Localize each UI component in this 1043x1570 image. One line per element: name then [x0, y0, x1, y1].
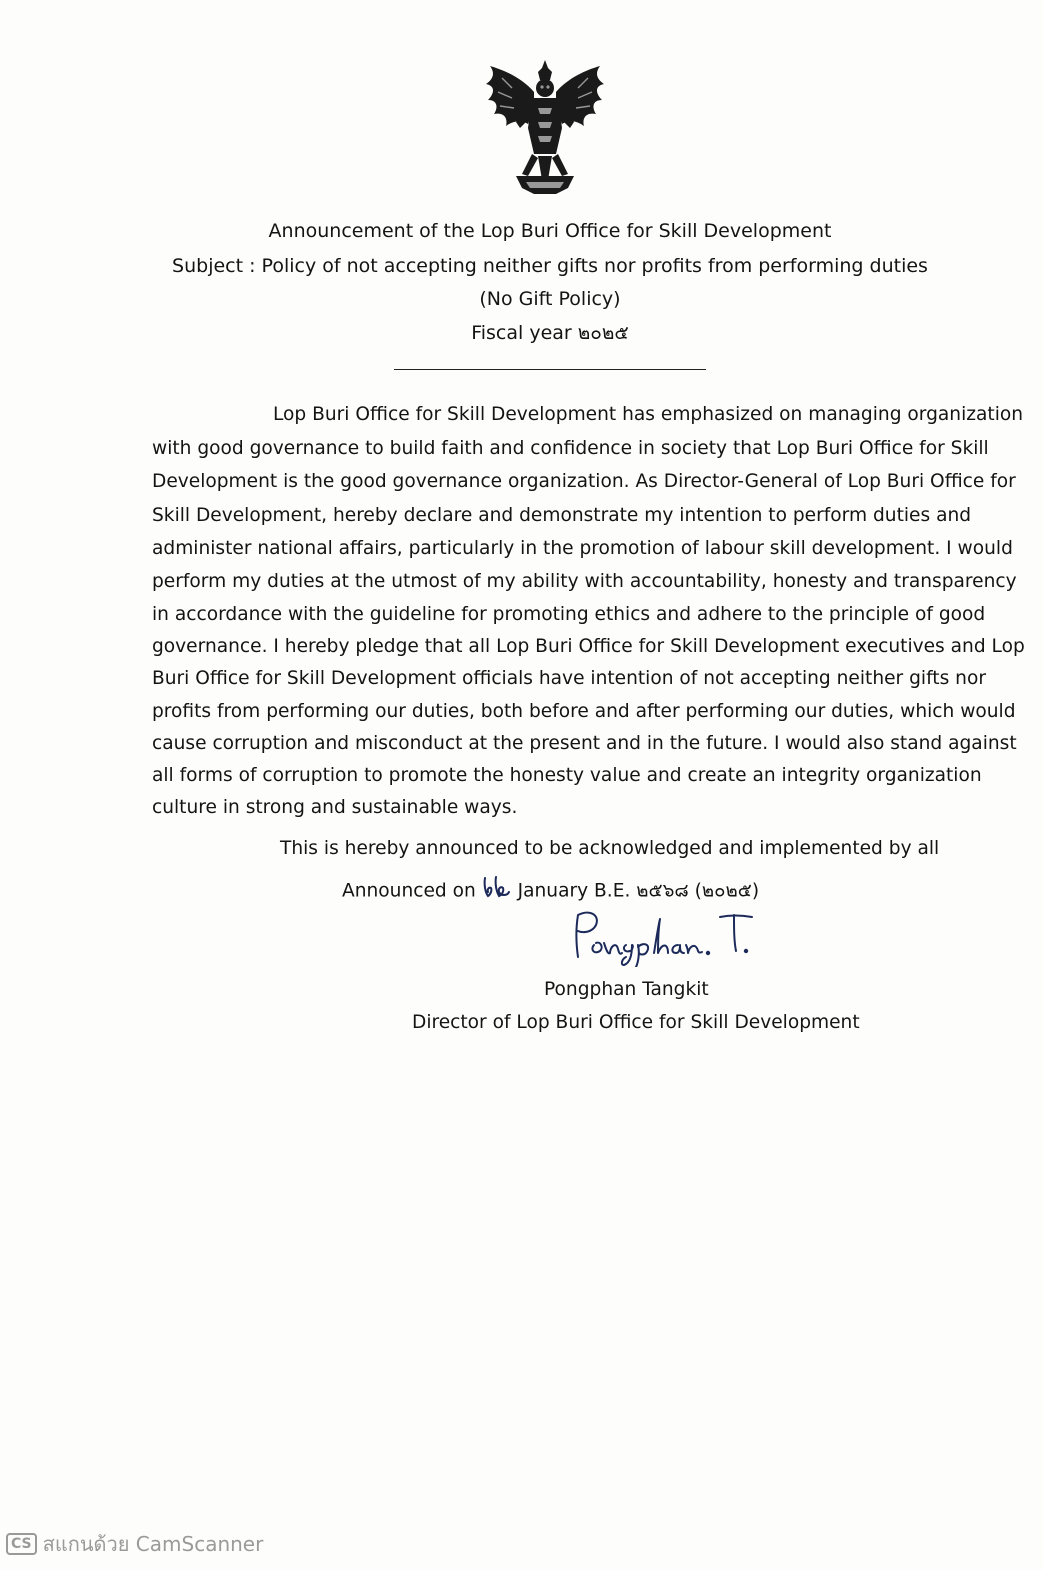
announcement-title: Announcement of the Lop Buri Office for Skill Development	[268, 220, 832, 242]
camscanner-logo-icon: CS	[6, 1533, 37, 1555]
signer-title: Director of Lop Buri Office for Skill Development	[412, 1012, 860, 1033]
camscanner-watermark	[6, 1530, 263, 1558]
header-divider	[394, 369, 706, 370]
handwritten-day-mark	[482, 874, 512, 900]
body-line: administer national affairs, particularly in the promotion of labour skill development. I would	[152, 538, 1013, 559]
body-line: with good governance to build faith and confidence in society that Lop Buri Office for Skill	[152, 438, 989, 459]
body-line: cause corruption and misconduct at the present and in the future. I would also stand against	[152, 733, 1017, 754]
body-line: profits from performing our duties, both before and after performing our duties, which would	[152, 701, 1016, 722]
announced-date: January B.E. ๒๕๖๘ (๒๐๒๕)	[517, 880, 760, 902]
body-line: all forms of corruption to promote the honesty value and create an integrity organization	[152, 765, 982, 786]
watermark-text: สแกนด้วย CamScanner	[42, 1532, 264, 1556]
garuda-emblem-icon	[482, 58, 608, 198]
fiscal-year: Fiscal year ๒๐๒๕	[471, 322, 629, 344]
closing-statement: This is hereby announced to be acknowledged and implemented by all	[280, 838, 940, 859]
announcement-date	[342, 878, 759, 905]
body-line: in accordance with the guideline for promoting ethics and adhere to the principle of good	[152, 604, 986, 625]
body-line: governance. I hereby pledge that all Lop Buri Office for Skill Development executives and Lop	[152, 636, 1025, 657]
body-line: Lop Buri Office for Skill Development has emphasized on managing organization	[273, 404, 1024, 425]
announcement-subject: Subject : Policy of not accepting neither gifts nor profits from performing duties	[172, 255, 928, 277]
handwritten-signature	[568, 905, 758, 967]
announced-prefix: Announced on	[342, 880, 476, 902]
body-line: Development is the good governance organization. As Director-General of Lop Buri Office for	[152, 471, 1016, 492]
body-line: Buri Office for Skill Development officials have intention of not accepting neither gifts nor	[152, 668, 986, 689]
body-line: Skill Development, hereby declare and demonstrate my intention to perform duties and	[152, 505, 972, 526]
body-line: culture in strong and sustainable ways.	[152, 797, 518, 818]
policy-name: (No Gift Policy)	[479, 288, 621, 310]
body-line: perform my duties at the utmost of my ability with accountability, honesty and transparency	[152, 571, 1017, 592]
signer-name: Pongphan Tangkit	[544, 979, 709, 1000]
